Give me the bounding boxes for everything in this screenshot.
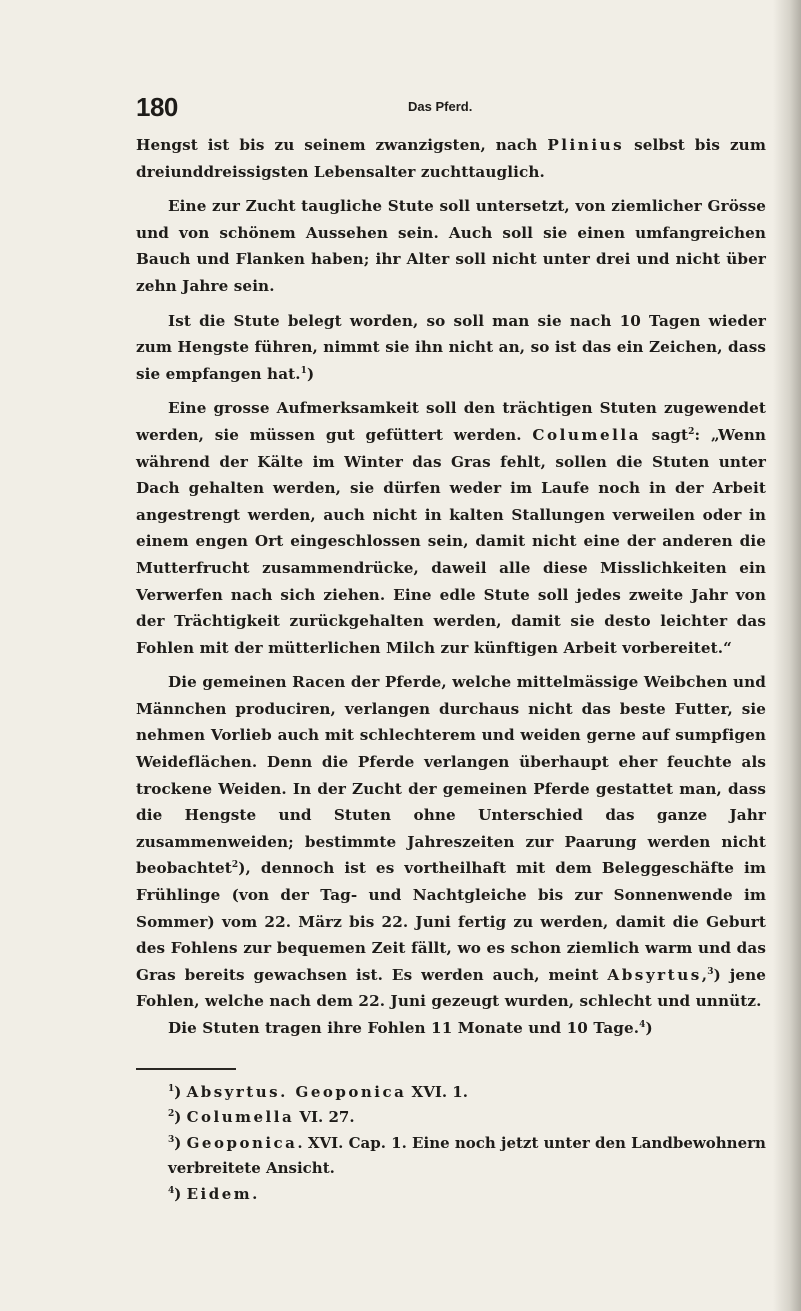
text-run: )	[174, 1184, 187, 1203]
paragraph	[136, 669, 766, 1015]
footnote-marker: 1	[168, 1083, 175, 1094]
footnote-marker: 3	[707, 966, 714, 977]
text-run: ), dennoch ist es vortheilhaft mit dem Beleggeschäfte im Frühlinge (von der Tag- und Nachtgleiche bis zur Sonnenwende im Sommer) vom 22. März bis 22. Juni fertig zu werden, damit die Geburt des Fohlens zur bequemen Zeit fällt, wo es schon ziemlich warm und das Gras bereits gewachsen ist. Es werden auch, meint	[136, 859, 766, 984]
footnote-marker: 4	[639, 1019, 646, 1030]
footnote	[136, 1131, 766, 1182]
running-head	[136, 92, 766, 128]
page-number: 180	[136, 92, 178, 122]
spaced-name: Columella	[186, 1108, 295, 1127]
text-run: )	[174, 1108, 187, 1127]
paragraph	[136, 1015, 766, 1042]
running-title: Das Pferd.	[408, 99, 473, 114]
spaced-name: Geoponica	[186, 1133, 298, 1152]
spaced-name: Columella	[532, 425, 642, 444]
spaced-name: Eidem	[186, 1184, 253, 1203]
text-run: VI. 27.	[294, 1108, 355, 1127]
text-run: Die Stuten tragen ihre Fohlen 11 Monate und 10 Tage.	[168, 1019, 640, 1037]
text-run: Eine zur Zucht taugliche Stute soll untersetzt, von ziemlicher Grösse und von schönem Aussehen sein. Auch soll sie einen umfangreichen Bauch und Flanken haben; ihr Alter soll nicht unter drei und nicht über zehn Jahre sein.	[136, 197, 766, 295]
paragraph	[136, 193, 766, 299]
page-edge-shadow	[773, 0, 801, 1311]
text-run: XVI. 1.	[406, 1082, 468, 1101]
footnote-rule	[136, 1068, 236, 1070]
text-run: ,	[701, 965, 708, 984]
footnote-marker: 2	[231, 860, 239, 871]
spaced-name: Absyrtus. Geoponica	[186, 1082, 407, 1101]
footnote-marker: 2	[168, 1109, 175, 1120]
paragraph	[136, 308, 766, 388]
paragraph	[136, 395, 766, 661]
text-run: Ist die Stute belegt worden, so soll man sie nach 10 Tagen wieder zum Hengste führen, nimmt sie ihn nicht an, so ist das ein Zeichen, dass sie empfangen hat.	[136, 311, 766, 383]
text-run: Die gemeinen Racen der Pferde, welche mittelmässige Weibchen und Männchen produciren, verlangen durchaus nicht das beste Futter, sie nehmen Vorlieb auch mit schlechterem und weiden gerne auf sumpfigen Weideflächen. Denn die Pferde verlangen überhaupt eher feuchte als trockene Weiden. In der Zucht der gemeinen Pferde gestattet man, dass die Hengste und Stuten ohne Unterschied das ganze Jahr zusammenweiden; bestimmte Jahreszeiten zur Paarung werden nicht beobachtet	[136, 673, 766, 878]
text-run: Hengst ist bis zu seinem zwanzigsten, nach	[136, 136, 548, 154]
footnote	[136, 1080, 766, 1106]
spaced-name: Absyrtus	[607, 965, 702, 984]
text-run: )	[174, 1133, 187, 1152]
body-text	[136, 132, 766, 1042]
text-run: Eine grosse Aufmerksamkeit soll den trächtigen Stuten zugewendet werden, sie müssen gut gefüttert werden.	[136, 399, 766, 444]
text-run: .	[252, 1184, 258, 1203]
text-run: )	[307, 364, 315, 383]
text-run: )	[174, 1082, 187, 1101]
text-run: ) jene Fohlen, welche nach dem 22. Juni gezeugt wurden, schlecht und unnütz.	[136, 965, 766, 1011]
spaced-name: Plinius	[547, 136, 625, 154]
footnote-marker: 1	[300, 365, 308, 376]
footnote-marker: 2	[688, 426, 695, 437]
text-run: selbst bis zum dreiunddreissigsten Lebensalter zuchttauglich.	[136, 136, 766, 181]
footnote	[136, 1182, 766, 1208]
footnote-marker: 3	[168, 1134, 175, 1145]
book-page	[136, 92, 766, 1207]
footnotes	[136, 1080, 766, 1208]
footnote	[136, 1105, 766, 1131]
text-run: . XVI. Cap. 1. Eine noch jetzt unter den Landbewohnern verbreitete Ansicht.	[168, 1133, 766, 1178]
text-run: sagt	[641, 425, 689, 444]
paragraph	[136, 132, 766, 185]
text-run: )	[645, 1019, 653, 1037]
footnote-marker: 4	[168, 1185, 175, 1196]
text-run: : „Wenn während der Kälte im Winter das Gras fehlt, sollen die Stuten unter Dach gehalten werden, sie dürfen weder im Laufe noch in der Arbeit angestrengt werden, auch nicht in kalten Stallungen verweilen oder in einem engen Ort eingeschlossen sein, damit nicht eine der anderen die Mutterfrucht zusammendrücke, daweil alle diese Misslichkeiten ein Verwerfen nach sich ziehen. Eine edle Stute soll jedes zweite Jahr von der Trächtigkeit zurückgehalten werden, damit sie desto leichter das Fohlen mit der mütterlichen Milch zur künftigen Arbeit vorbereitet.“	[136, 425, 766, 657]
